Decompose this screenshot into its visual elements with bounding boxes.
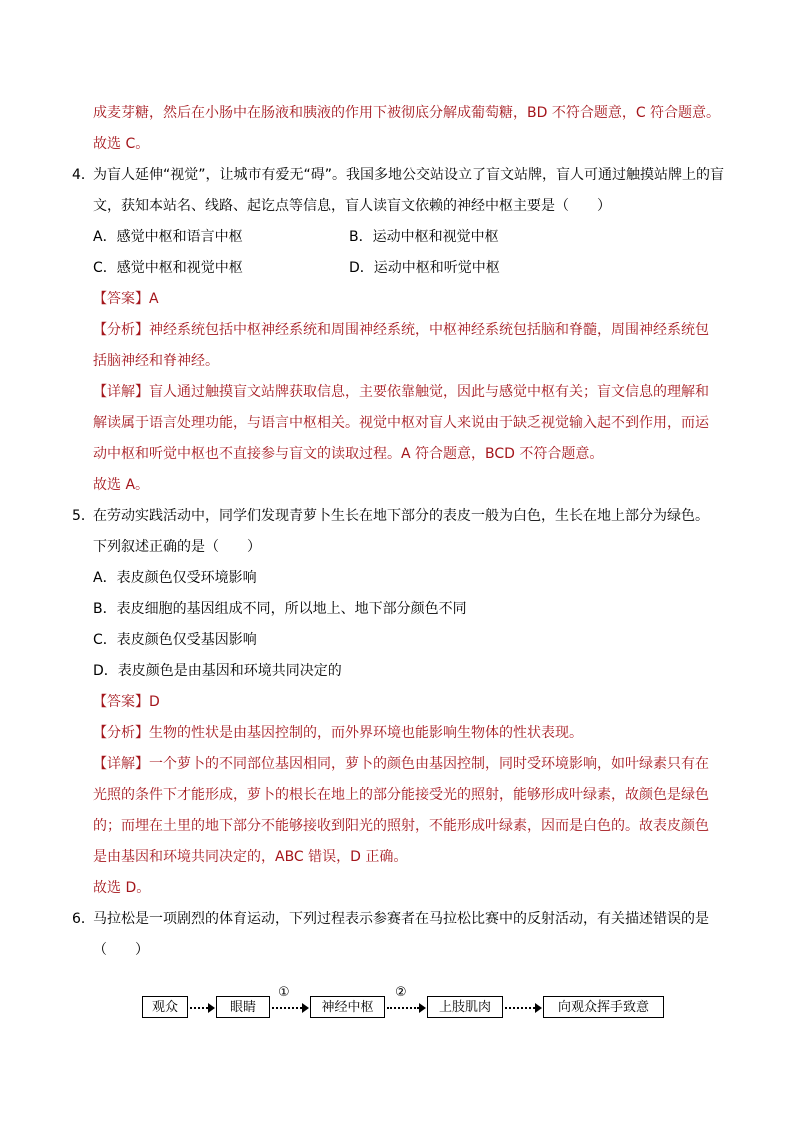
- question-stem-line: 马拉松是一项剧烈的体育运动，下列过程表示参赛者在马拉松比赛中的反射活动，有关描述错误的是: [93, 911, 709, 927]
- arrowhead-icon: [419, 1003, 426, 1013]
- flow-arrow: [272, 1007, 302, 1009]
- choice-line: 故选 A。: [93, 477, 150, 493]
- question-stem-line: （ ）: [93, 942, 149, 958]
- detail-line: 【详解】盲人通过触摸盲文站牌获取信息，主要依靠触觉，因此与感觉中枢有关；盲文信息的理解和: [93, 384, 709, 400]
- question-number: 5．: [72, 508, 95, 524]
- flow-arrow: [505, 1007, 535, 1009]
- arrowhead-icon: [535, 1003, 542, 1013]
- choice-line: 故选 D。: [93, 880, 151, 896]
- arrowhead-icon: [208, 1003, 215, 1013]
- detail-line: 是由基因和环境共同决定的，ABC 错误，D 正确。: [93, 849, 408, 865]
- detail-line: 光照的条件下才能形成，萝卜的根长在地上的部分能接受光的照射，能够形成叶绿素，故颜色是绿色: [93, 787, 709, 803]
- flow-box-upper-limb-muscle: 上肢肌肉: [427, 996, 503, 1018]
- question-stem-line: 下列叙述正确的是（ ）: [93, 539, 261, 555]
- flow-box-eyes: 眼睛: [216, 996, 270, 1018]
- option-a: A．表皮颜色仅受环境影响: [93, 570, 257, 586]
- detail-line: 的；而埋在土里的地下部分不能够接收到阳光的照射，不能形成叶绿素，因而是白色的。故表皮颜色: [93, 818, 709, 834]
- answer-line: 【答案】D: [93, 694, 160, 710]
- question-number: 6．: [72, 911, 95, 927]
- answer-line: 【答案】A: [93, 291, 159, 307]
- option-c: C．感觉中枢和视觉中枢: [93, 260, 243, 276]
- question-stem-line: 在劳动实践活动中，同学们发现青萝卜生长在地下部分的表皮一般为白色，生长在地上部分为绿色。: [93, 508, 709, 524]
- analysis-line: 括脑神经和脊神经。: [93, 353, 219, 369]
- option-c: C．表皮颜色仅受基因影响: [93, 632, 257, 648]
- detail-line: 解读属于语言处理功能，与语言中枢相关。视觉中枢对盲人来说由于缺乏视觉输入起不到作用，而运: [93, 415, 709, 431]
- prev-explanation-line: 成麦芽糖，然后在小肠中在肠液和胰液的作用下被彻底分解成葡萄糖，BD 不符合题意，C 符合题意。: [93, 105, 721, 121]
- analysis-line: 【分析】神经系统包括中枢神经系统和周围神经系统，中枢神经系统包括脑和脊髓，周围神经系统包: [93, 322, 709, 338]
- option-d: D．运动中枢和听觉中枢: [349, 260, 500, 276]
- arrowhead-icon: [302, 1003, 309, 1013]
- prev-choice-line: 故选 C。: [93, 136, 150, 152]
- detail-line: 【详解】一个萝卜的不同部位基因相同，萝卜的颜色由基因控制，同时受环境影响，如叶绿素只有在: [93, 756, 709, 772]
- flow-arrow: [387, 1007, 419, 1009]
- detail-line: 动中枢和听觉中枢也不直接参与盲文的读取过程。A 符合题意，BCD 不符合题意。: [93, 446, 604, 462]
- option-d: D．表皮颜色是由基因和环境共同决定的: [93, 663, 342, 679]
- question-stem-line: 为盲人延伸“视觉”，让城市有爱无“碍”。我国多地公交站设立了盲文站牌，盲人可通过触摸站牌上的盲: [93, 167, 725, 183]
- question-number: 4．: [72, 167, 95, 183]
- option-b: B．表皮细胞的基因组成不同，所以地上、地下部分颜色不同: [93, 601, 467, 617]
- option-a: A．感觉中枢和语言中枢: [93, 229, 243, 245]
- flow-box-wave-to-audience: 向观众挥手致意: [543, 996, 664, 1018]
- analysis-line: 【分析】生物的性状是由基因控制的，而外界环境也能影响生物体的性状表现。: [93, 725, 583, 741]
- step-marker-2: ②: [395, 985, 407, 1000]
- flow-box-nerve-center: 神经中枢: [310, 996, 385, 1018]
- step-marker-1: ①: [278, 985, 290, 1000]
- question-stem-line: 文，获知本站名、线路、起讫点等信息，盲人读盲文依赖的神经中枢主要是（ ）: [93, 198, 611, 214]
- flow-box-audience: 观众: [142, 996, 188, 1018]
- flow-arrow: [190, 1007, 208, 1009]
- option-b: B．运动中枢和视觉中枢: [349, 229, 499, 245]
